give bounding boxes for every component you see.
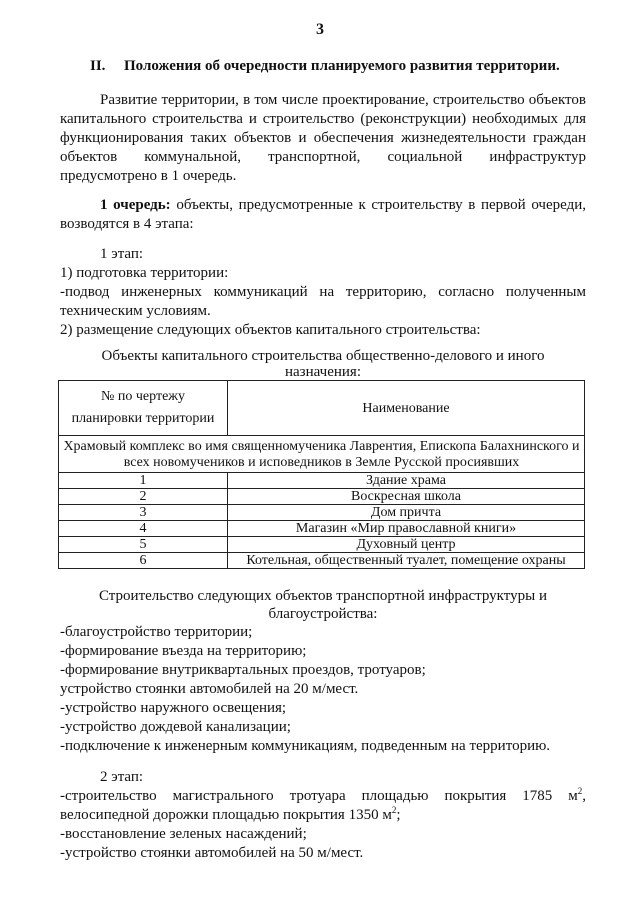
stage2-item: -устройство стоянки автомобилей на 50 м/мест. — [60, 845, 364, 861]
table-header-row — [59, 381, 585, 436]
table-group-row — [59, 436, 585, 473]
table-row — [59, 489, 585, 505]
row-name: Магазин «Мир православной книги» — [228, 521, 585, 537]
stage2-line-1-text: -строительство магистрального тротуара площадью покрытия 1785 м — [60, 788, 578, 804]
queue1-text: объекты, предусмотренные к строительству в первой очереди, — [170, 197, 586, 213]
group-title — [59, 436, 585, 473]
stage1-item-2: 2) размещение следующих объектов капитального строительства: — [60, 322, 481, 338]
transport-item: устройство стоянки автомобилей на 20 м/мест. — [60, 681, 359, 697]
objects-table — [58, 380, 585, 569]
row-number: 1 — [59, 473, 228, 489]
row-name: Дом причта — [228, 505, 585, 521]
transport-heading-line-2: благоустройства: — [268, 606, 378, 622]
header-name: Наименование — [228, 381, 585, 436]
row-number: 3 — [59, 505, 228, 521]
page-number: 3 — [316, 21, 324, 38]
stage2-line-1-end: , — [582, 788, 586, 804]
section-title-text: Положения об очередности планируемого развития территории. — [124, 58, 560, 74]
stage2-line-2-end: ; — [396, 807, 401, 823]
intro-line-2: капитального строительства и строительство (реконструкции) необходимых для — [60, 111, 586, 127]
row-number: 4 — [59, 521, 228, 537]
transport-item: -формирование въезда на территорию; — [60, 643, 307, 659]
stage2-line-1 — [60, 787, 586, 806]
intro-line-3: функционирования таких объектов и обеспечения жизнедеятельности граждан — [60, 130, 586, 146]
row-name: Здание храма — [228, 473, 585, 489]
row-number: 6 — [59, 553, 228, 569]
table-row — [59, 473, 585, 489]
stage2-heading: 2 этап: — [100, 769, 144, 785]
table-row — [59, 537, 585, 553]
transport-item: -подключение к инженерным коммуникациям, подведенным на территорию. — [60, 738, 551, 754]
row-name: Воскресная школа — [228, 489, 585, 505]
stage1-heading: 1 этап: — [100, 246, 144, 262]
intro-line-4: объектов коммунальной, транспортной, социальной инфраструктур — [60, 149, 586, 165]
row-name: Котельная, общественный туалет, помещение охраны — [228, 553, 585, 569]
section-title — [90, 57, 560, 76]
transport-item: -устройство дождевой канализации; — [60, 719, 291, 735]
row-name: Духовный центр — [228, 537, 585, 553]
stage2-line-2-text: велосипедной дорожки площадью покрытия 1350 м — [60, 807, 392, 823]
stage1-item-1-detail: -подвод инженерных коммуникаций на территорию, согласно полученным — [60, 284, 586, 300]
section-number: II. — [90, 58, 106, 74]
header-drawing-number — [59, 381, 228, 436]
stage2-line-2 — [60, 806, 401, 825]
row-number: 5 — [59, 537, 228, 553]
stage2-item: -восстановление зеленых насаждений; — [60, 826, 307, 842]
queue1-line-2: возводятся в 4 этапа: — [60, 216, 194, 232]
group-title-line-2: всех новомучеников и исповедников в Земле Русской просиявших — [123, 455, 520, 470]
group-title-line-1: Храмовый комплекс во имя священномученика Лаврентия, Епископа Балахнинского и — [63, 439, 580, 454]
table-row — [59, 505, 585, 521]
queue1-line-1 — [60, 196, 586, 215]
superscript-2: 2 — [391, 805, 397, 815]
intro-line-1: Развитие территории, в том числе проектирование, строительство объектов — [100, 92, 586, 108]
queue1-label: 1 очередь: — [100, 197, 171, 213]
transport-item: -устройство наружного освещения; — [60, 700, 287, 716]
table-caption-line-2: назначения: — [284, 364, 362, 380]
row-number: 2 — [59, 489, 228, 505]
intro-line-5: предусмотрено в 1 очередь. — [60, 168, 237, 184]
transport-item: -благоустройство территории; — [60, 624, 253, 640]
stage1-item-1-detail-2: техническим условиям. — [60, 303, 211, 319]
superscript-2: 2 — [577, 786, 583, 796]
table-row — [59, 521, 585, 537]
table-caption-line-1: Объекты капитального строительства общественно-делового и иного — [101, 348, 545, 364]
stage1-item-1: 1) подготовка территории: — [60, 265, 229, 281]
transport-heading-line-1: Строительство следующих объектов транспортной инфраструктуры и — [99, 588, 547, 604]
header-col1-line-2: планировки территории — [71, 411, 215, 426]
transport-item: -формирование внутриквартальных проездов, тротуаров; — [60, 662, 426, 678]
table-row — [59, 553, 585, 569]
header-col1-line-1: № по чертежу — [101, 389, 185, 404]
